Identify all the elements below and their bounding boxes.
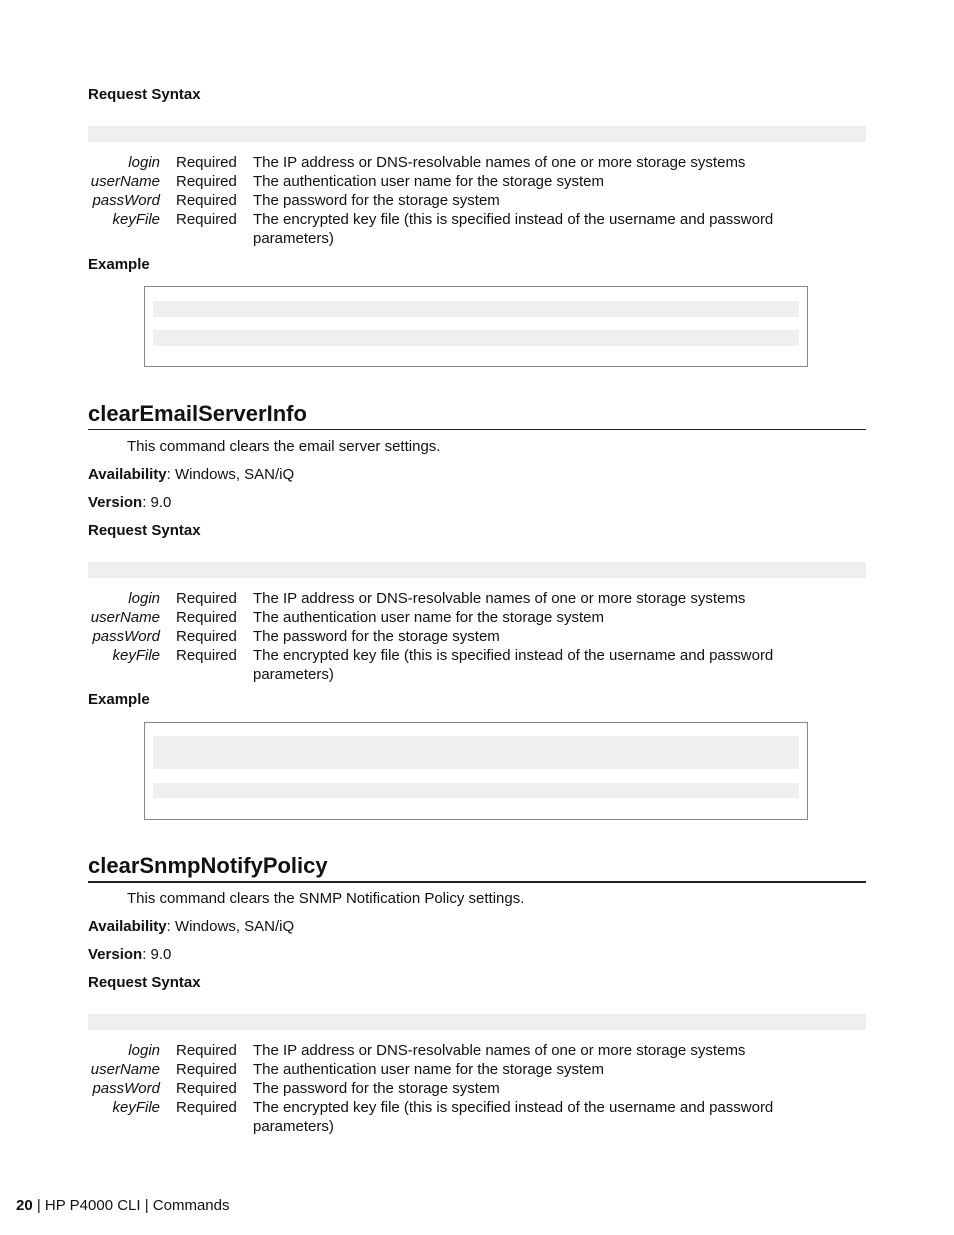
param-required: Required [176, 647, 237, 664]
param-name: login [128, 1042, 160, 1059]
param-description: The password for the storage system [253, 628, 500, 645]
param-required: Required [176, 628, 237, 645]
param-name: passWord [92, 1080, 160, 1097]
param-required: Required [176, 609, 237, 626]
request-syntax-heading: Request Syntax [88, 974, 201, 991]
param-name: passWord [92, 192, 160, 209]
param-description: The IP address or DNS-resolvable names of one or more storage systems [253, 154, 746, 171]
availability-label: Availability [88, 466, 167, 483]
code-line [153, 330, 799, 346]
param-description: The authentication user name for the storage system [253, 173, 605, 190]
version-label: Version [88, 946, 143, 963]
code-line [153, 736, 799, 769]
param-description: The encrypted key file (this is specified instead of the username and password parameters) [253, 647, 774, 683]
syntax-code-bar [88, 126, 866, 142]
code-line [153, 783, 799, 798]
param-description: The password for the storage system [253, 1080, 500, 1097]
parameter-table [88, 153, 866, 248]
param-required: Required [176, 1061, 237, 1078]
param-row [88, 153, 866, 172]
version-value: : 9.0 [142, 946, 172, 963]
param-name: userName [90, 1061, 160, 1078]
param-name: userName [90, 609, 160, 626]
param-description: The authentication user name for the storage system [253, 1061, 605, 1078]
availability-line [88, 918, 294, 935]
section-description: This command clears the email server settings. [127, 438, 441, 455]
syntax-code-bar [88, 562, 866, 578]
param-description: The IP address or DNS-resolvable names of one or more storage systems [253, 1042, 746, 1059]
request-syntax-heading: Request Syntax [88, 86, 201, 103]
parameter-table [88, 589, 866, 684]
version-label: Version [88, 494, 143, 511]
param-description: The IP address or DNS-resolvable names of one or more storage systems [253, 590, 746, 607]
param-description: The password for the storage system [253, 192, 500, 209]
example-heading: Example [88, 691, 150, 708]
availability-line [88, 466, 294, 483]
version-value: : 9.0 [142, 494, 172, 511]
param-name: keyFile [112, 1099, 160, 1116]
param-row [88, 589, 866, 608]
param-description: The authentication user name for the storage system [253, 609, 605, 626]
param-required: Required [176, 1080, 237, 1097]
param-required: Required [176, 1099, 237, 1116]
param-row [88, 1079, 866, 1098]
param-required: Required [176, 590, 237, 607]
syntax-code-bar [88, 1014, 866, 1030]
availability-value: : Windows, SAN/iQ [166, 918, 295, 935]
param-required: Required [176, 1042, 237, 1059]
param-description: The encrypted key file (this is specified instead of the username and password parameters) [253, 1099, 774, 1135]
param-name: login [128, 590, 160, 607]
param-row [88, 191, 866, 210]
page-footer [16, 1197, 229, 1214]
param-required: Required [176, 211, 237, 228]
param-row [88, 172, 866, 191]
param-name: keyFile [112, 211, 160, 228]
parameter-table [88, 1041, 866, 1136]
param-required: Required [176, 173, 237, 190]
param-row [88, 608, 866, 627]
example-code-box [144, 286, 808, 367]
version-line [88, 946, 171, 963]
availability-value: : Windows, SAN/iQ [166, 466, 295, 483]
code-line [153, 301, 799, 317]
section-description: This command clears the SNMP Notification Policy settings. [127, 890, 525, 907]
param-required: Required [176, 192, 237, 209]
param-required: Required [176, 154, 237, 171]
request-syntax-heading: Request Syntax [88, 522, 201, 539]
section-title: clearSnmpNotifyPolicy [88, 853, 866, 883]
param-row [88, 1060, 866, 1079]
param-description: The encrypted key file (this is specified instead of the username and password parameters) [253, 211, 774, 247]
version-line [88, 494, 171, 511]
footer-text: | HP P4000 CLI | Commands [36, 1197, 230, 1214]
param-row [88, 646, 866, 684]
availability-label: Availability [88, 918, 167, 935]
param-row [88, 627, 866, 646]
param-name: passWord [92, 628, 160, 645]
section-title: clearEmailServerInfo [88, 401, 866, 430]
param-row [88, 1098, 866, 1136]
example-heading: Example [88, 256, 150, 273]
param-row [88, 1041, 866, 1060]
param-name: login [128, 154, 160, 171]
param-name: keyFile [112, 647, 160, 664]
page-number: 20 [16, 1197, 33, 1214]
param-row [88, 210, 866, 248]
param-name: userName [90, 173, 160, 190]
example-code-box [144, 722, 808, 820]
